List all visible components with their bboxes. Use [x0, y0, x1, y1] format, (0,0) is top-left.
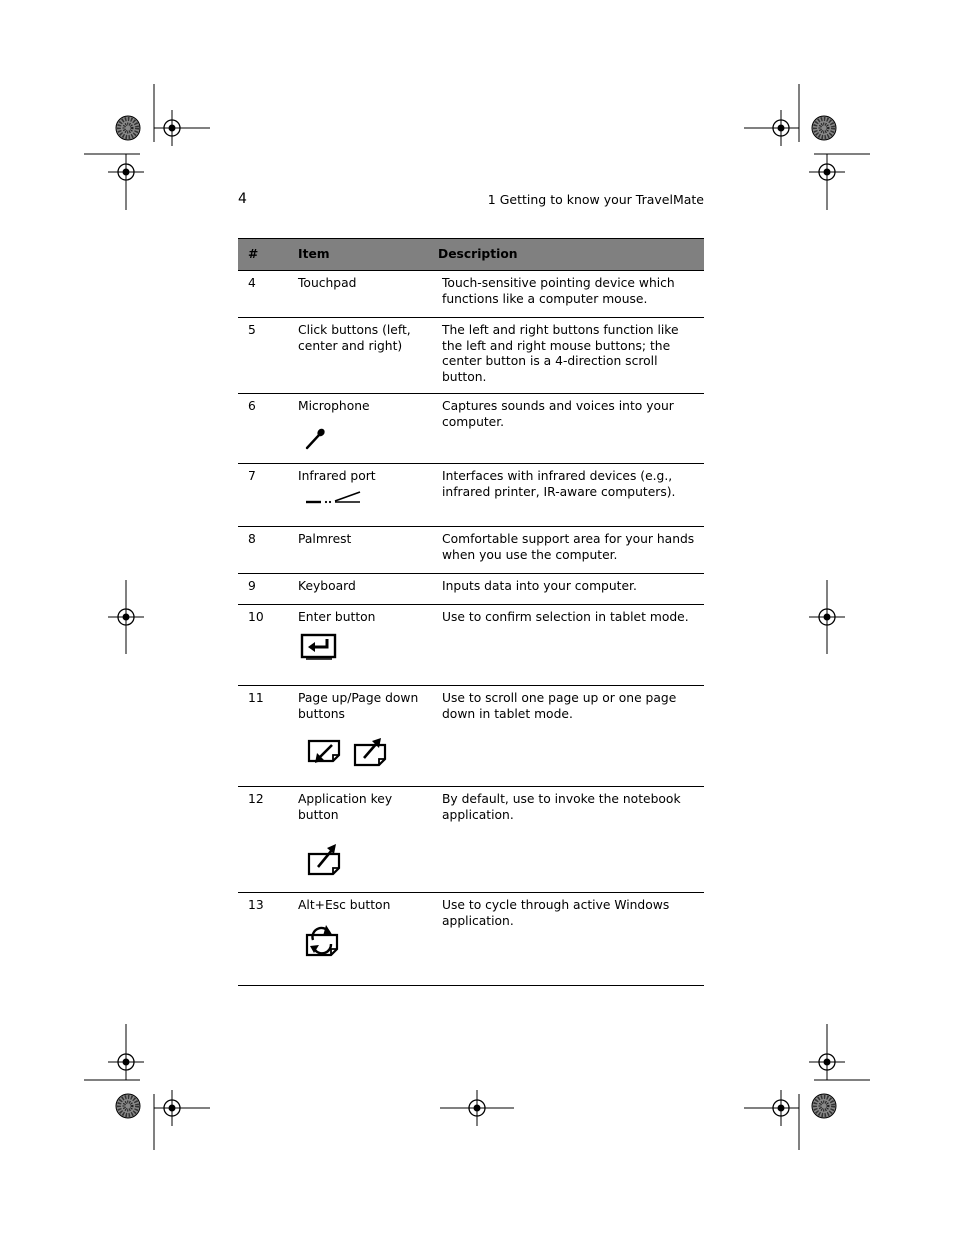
alt-esc-icon	[304, 922, 340, 960]
table-row	[238, 394, 704, 464]
row-description: Inputs data into your computer.	[432, 574, 704, 605]
column-header-number: #	[238, 239, 288, 271]
row-description: Comfortable support area for your hands when you use the computer.	[432, 527, 704, 574]
row-number: 12	[238, 787, 288, 893]
page-number: 4	[238, 191, 247, 207]
row-number: 10	[238, 605, 288, 686]
items-table	[238, 238, 704, 986]
microphone-icon	[304, 427, 328, 451]
row-number: 13	[238, 893, 288, 986]
row-item: Click buttons (left, center and right)	[288, 318, 432, 394]
application-key-icon	[306, 841, 342, 877]
column-header-description: Description	[432, 239, 704, 271]
row-description: Use to scroll one page up or one page down in tablet mode.	[432, 686, 704, 787]
row-description: Interfaces with infrared devices (e.g., infrared printer, IR-aware computers).	[432, 464, 704, 527]
row-number: 8	[238, 527, 288, 574]
table-row	[238, 787, 704, 893]
row-item: Touchpad	[288, 271, 432, 318]
row-number: 6	[238, 394, 288, 464]
row-description: The left and right buttons function like the left and right mouse buttons; the center button is a 4-direction scroll button.	[432, 318, 704, 394]
enter-icon	[300, 632, 338, 662]
table-row	[238, 686, 704, 787]
row-item: Microphone	[298, 399, 370, 413]
row-number: 9	[238, 574, 288, 605]
row-item: Page up/Page down buttons	[298, 691, 419, 721]
table-row	[238, 271, 704, 318]
row-item: Keyboard	[288, 574, 432, 605]
page-up-down-icon	[306, 736, 390, 768]
row-number: 7	[238, 464, 288, 527]
row-number: 5	[238, 318, 288, 394]
row-description: Captures sounds and voices into your computer.	[432, 394, 704, 464]
row-item: Palmrest	[288, 527, 432, 574]
column-header-item: Item	[288, 239, 432, 271]
running-header: 1 Getting to know your TravelMate	[487, 192, 704, 207]
table-row	[238, 574, 704, 605]
row-number: 4	[238, 271, 288, 318]
row-item: Infrared port	[298, 469, 376, 483]
row-item: Application key button	[298, 792, 393, 822]
row-description: Touch-sensitive pointing device which functions like a computer mouse.	[432, 271, 704, 318]
table-header-row	[238, 239, 704, 271]
table-row	[238, 527, 704, 574]
row-description: By default, use to invoke the notebook application.	[432, 787, 704, 893]
row-description: Use to confirm selection in tablet mode.	[432, 605, 704, 686]
row-number: 11	[238, 686, 288, 787]
row-item: Enter button	[298, 610, 376, 624]
infrared-icon	[304, 489, 364, 507]
table-row	[238, 318, 704, 394]
table-row	[238, 605, 704, 686]
table-row	[238, 893, 704, 986]
table-row	[238, 464, 704, 527]
row-description: Use to cycle through active Windows application.	[432, 893, 704, 986]
row-item: Alt+Esc button	[298, 898, 391, 912]
